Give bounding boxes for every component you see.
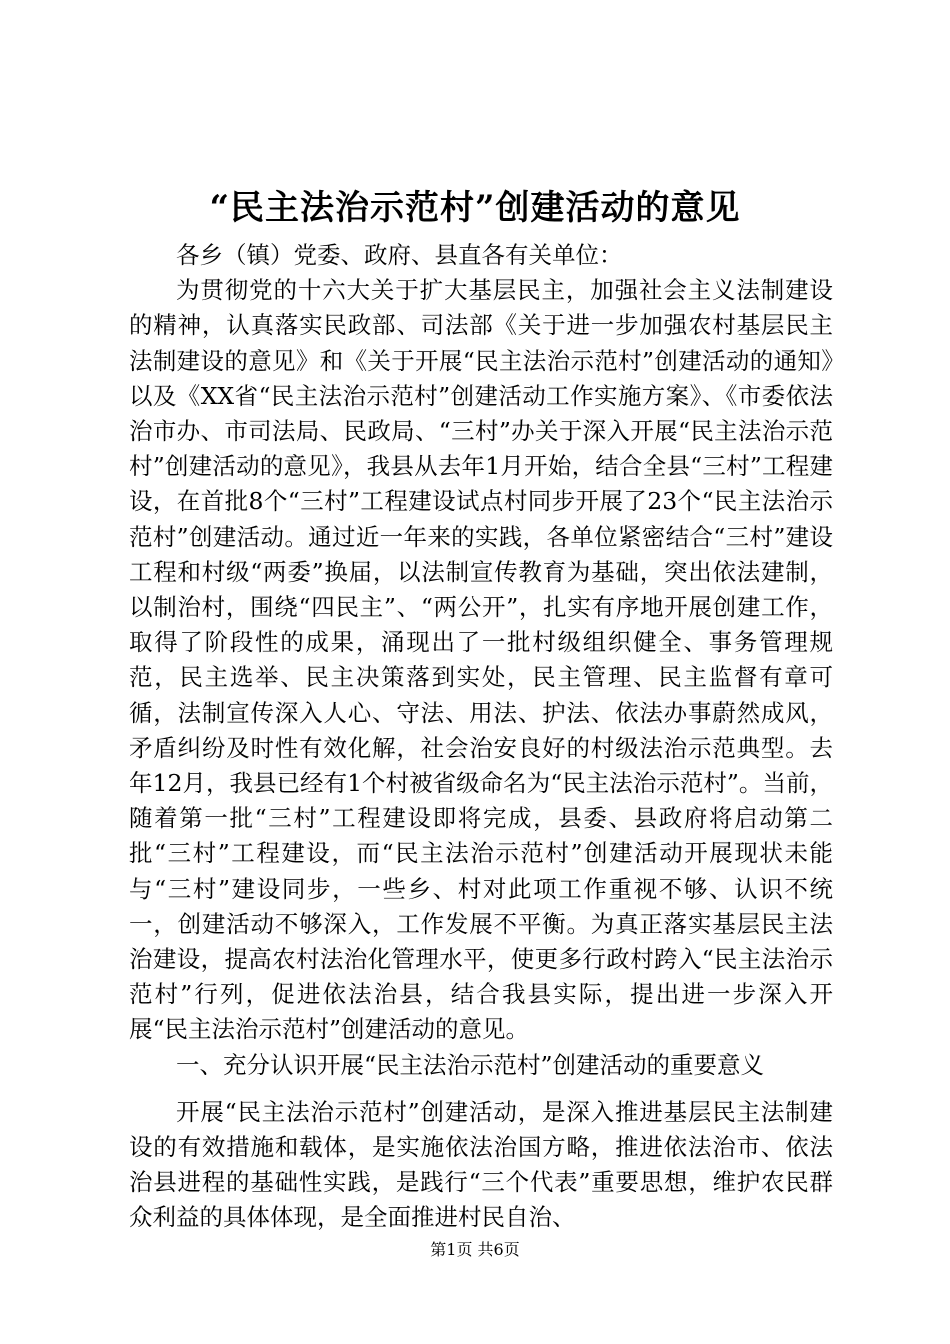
section-paragraph: 开展“民主法治示范村”创建活动，是深入推进基层民主法制建设的有效措施和载体，是实施依法治国方略，推进依法治市、依法治县进程的基础性实践，是践行“三个代表”重要思想，维护农民群众利益的具体体现，是全面推进村民自治、 — [129, 1097, 833, 1232]
document-title: “民主法治示范村”创建活动的意见 — [209, 188, 741, 228]
section-heading: 一、充分认识开展“民主法治示范村”创建活动的重要意义 — [176, 1050, 765, 1079]
document-body — [129, 238, 833, 1236]
salutation: 各乡（镇）党委、政府、县直各有关单位： — [176, 241, 623, 269]
page-number: 第1页 共6页 — [430, 1240, 520, 1259]
intro-paragraph: 为贯彻党的十六大关于扩大基层民主，加强社会主义法制建设的精神，认真落实民政部、司法部《关于进一步加强农村基层民主法制建设的意见》和《关于开展“民主法治示范村”创建活动的通知》以及《XX省“民主法治示范村”创建活动工作实施方案》、《市委依法治市办、市司法局、民政局、“三村”办关于深入开展“民主法治示范村”创建活动的意见》，我县从去年1月开始，结合全县“三村”工程建设，在首批8个“三村”工程建设试点村同步开展了23个“民主法治示范村”创建活动。通过近一年来的实践，各单位紧密结合“三村”建设工程和村级“两委”换届，以法制宣传教育为基础，突出依法建制，以制治村，围绕“四民主”、“两公开”，扎实有序地开展创建工作，取得了阶段性的成果，涌现出了一批村级组织健全、事务管理规范，民主选举、民主决策落到实处，民主管理、民主监督有章可循，法制宣传深入人心、守法、用法、护法、依法办事蔚然成风，矛盾纠纷及时性有效化解，社会治安良好的村级法治示范典型。去年12月，我县已经有1个村被省级命名为“民主法治示范村”。当前，随着第一批“三村”工程建设即将完成，县委、县政府将启动第二批“三村”工程建设，而“民主法治示范村”创建活动开展现状未能与“三村”建设同步，一些乡、村对此项工作重视不够、认识不统一，创建活动不够深入，工作发展不平衡。为真正落实基层民主法治建设，提高农村法治化管理水平，使更多行政村跨入“民主法治示范村”行列，促进依法治县，结合我县实际，提出进一步深入开展“民主法治示范村”创建活动的意见。 — [129, 276, 833, 1044]
